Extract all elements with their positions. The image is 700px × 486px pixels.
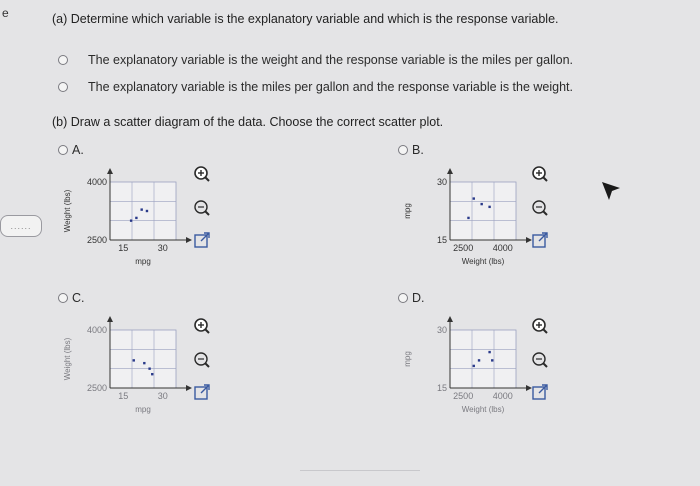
- y-tick-bottom: 15: [436, 383, 447, 393]
- scatter-chart-a: [58, 160, 198, 278]
- y-tick-top: 30: [436, 325, 447, 335]
- x-tick-right: 30: [157, 391, 168, 401]
- chart-tools-A: [192, 163, 212, 263]
- data-point: [148, 367, 150, 369]
- plot-area: [110, 182, 176, 240]
- handle-dots: ......: [10, 221, 32, 231]
- edge-char: e: [2, 6, 9, 20]
- data-point: [478, 359, 480, 361]
- data-point: [473, 365, 475, 367]
- data-point: [135, 217, 137, 219]
- scatter-chart-d: [398, 308, 538, 426]
- part-a-question: (a) Determine which variable is the explanatory variable and which is the response variable.: [52, 12, 559, 26]
- popout-icon[interactable]: [533, 233, 547, 247]
- zoom-out-icon[interactable]: [195, 353, 209, 367]
- data-point: [130, 219, 132, 221]
- plot-area: [110, 330, 176, 388]
- part-b-question: (b) Draw a scatter diagram of the data. Choose the correct scatter plot.: [52, 115, 444, 129]
- option-c-radio[interactable]: [58, 293, 68, 303]
- popout-icon[interactable]: [195, 385, 209, 399]
- plot-area: [450, 330, 516, 388]
- y-axis-label: Weight (lbs): [63, 337, 72, 381]
- y-axis-arrow: [107, 168, 113, 174]
- x-tick-left: 2500: [453, 391, 474, 401]
- zoom-in-icon[interactable]: [533, 167, 547, 181]
- option-a-label[interactable]: A.: [72, 143, 84, 157]
- option-b-label[interactable]: B.: [412, 143, 424, 157]
- zoom-in-icon[interactable]: [195, 319, 209, 333]
- data-point: [467, 217, 469, 219]
- y-tick-bottom: 2500: [86, 383, 107, 393]
- plot-area: [450, 182, 516, 240]
- y-axis-label: mpg: [403, 351, 412, 367]
- y-tick-bottom: 2500: [86, 235, 107, 245]
- option-d-radio[interactable]: [398, 293, 408, 303]
- x-tick-left: 15: [118, 243, 129, 253]
- y-axis-arrow: [107, 316, 113, 322]
- chart-tools-C: [192, 315, 212, 415]
- panel-resize-handle[interactable]: [0, 215, 42, 237]
- option-a-radio[interactable]: [58, 145, 68, 155]
- chart-tools-D: [530, 315, 550, 415]
- y-tick-bottom: 15: [436, 235, 447, 245]
- bottom-divider: [300, 470, 420, 477]
- x-tick-right: 4000: [492, 243, 513, 253]
- x-tick-left: 15: [118, 391, 129, 401]
- data-point: [140, 208, 142, 210]
- x-tick-right: 30: [157, 243, 168, 253]
- data-point: [133, 359, 135, 361]
- y-axis-arrow: [447, 316, 453, 322]
- y-tick-top: 4000: [86, 325, 107, 335]
- x-tick-left: 2500: [453, 243, 474, 253]
- scatter-chart-b: [398, 160, 538, 278]
- data-point: [146, 210, 148, 212]
- x-axis-label: mpg: [135, 405, 151, 414]
- data-point: [473, 197, 475, 199]
- part-a-option-1-label[interactable]: The explanatory variable is the weight and the response variable is the miles per gallon.: [88, 53, 573, 67]
- scatter-chart-c: [58, 308, 198, 426]
- data-point: [488, 206, 490, 208]
- x-axis-label: mpg: [135, 257, 151, 266]
- popout-icon[interactable]: [195, 233, 209, 247]
- y-axis-arrow: [447, 168, 453, 174]
- y-tick-top: 4000: [86, 177, 107, 187]
- zoom-out-icon[interactable]: [533, 353, 547, 367]
- option-d-label[interactable]: D.: [412, 291, 425, 305]
- y-tick-top: 30: [436, 177, 447, 187]
- part-a-option-1-radio[interactable]: [58, 55, 68, 65]
- x-tick-right: 4000: [492, 391, 513, 401]
- part-a-option-2-label[interactable]: The explanatory variable is the miles per gallon and the response variable is the weight.: [88, 80, 573, 94]
- data-point: [143, 362, 145, 364]
- data-point: [480, 203, 482, 205]
- part-a-option-2-radio[interactable]: [58, 82, 68, 92]
- x-axis-label: Weight (lbs): [461, 405, 505, 414]
- zoom-out-icon[interactable]: [195, 201, 209, 215]
- x-axis-label: Weight (lbs): [461, 257, 505, 266]
- y-axis-label: Weight (lbs): [63, 189, 72, 233]
- option-b-radio[interactable]: [398, 145, 408, 155]
- data-point: [491, 359, 493, 361]
- popout-icon[interactable]: [533, 385, 547, 399]
- zoom-in-icon[interactable]: [533, 319, 547, 333]
- zoom-out-icon[interactable]: [533, 201, 547, 215]
- data-point: [488, 351, 490, 353]
- option-c-label[interactable]: C.: [72, 291, 85, 305]
- data-point: [151, 373, 153, 375]
- cursor-icon: [600, 180, 622, 202]
- y-axis-label: mpg: [403, 203, 412, 219]
- zoom-in-icon[interactable]: [195, 167, 209, 181]
- chart-tools-B: [530, 163, 550, 263]
